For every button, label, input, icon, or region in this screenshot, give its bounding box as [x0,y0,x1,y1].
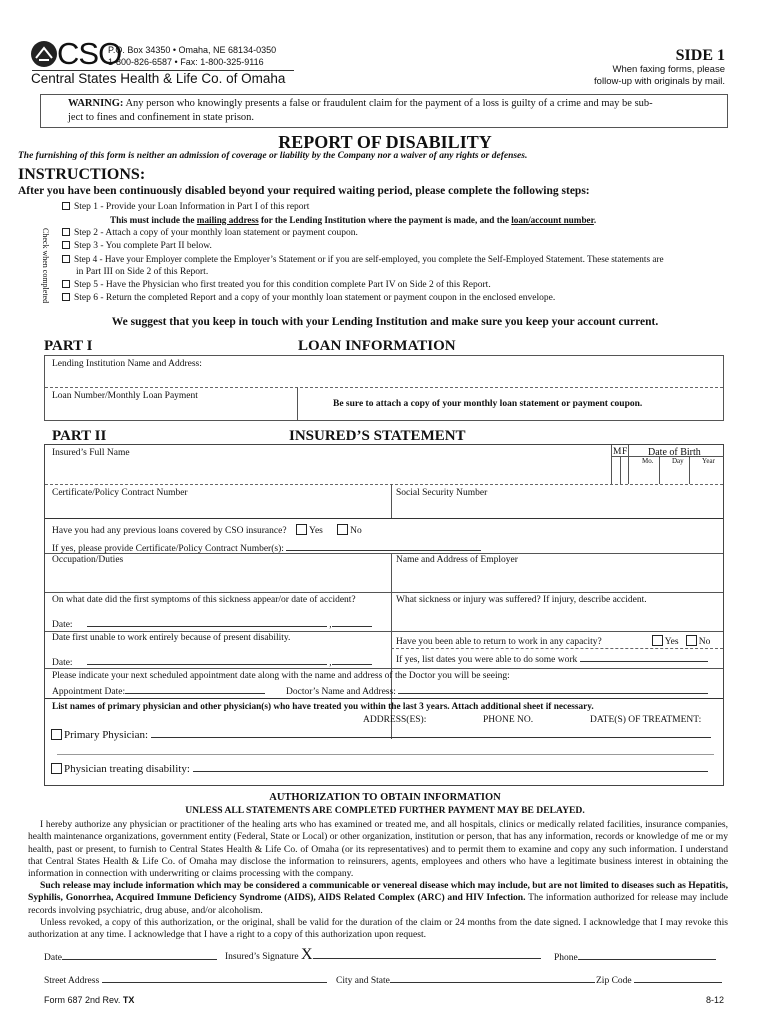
logo-emblem-icon [30,40,58,68]
step-4-continued: in Part III on Side 2 of this Report. [76,267,209,277]
sickness-injury-field[interactable]: What sickness or injury was suffered? If injury, describe accident. [396,595,647,605]
street-address-field[interactable]: Street Address [44,973,327,986]
physicians-note: List names of primary physician and other physician(s) who have treated you within the last 3 years. Attach additional sheet if necessary. [52,702,594,712]
insured-statement-box: Insured’s Full Name M F Date of Birth Mo. Day Year Certificate/Policy Contract Number Social Security Number Have you had any previous loans covered by CSO insurance? Yes No If yes, please provide Certificate/Policy Contract Number(s): Occupation/Duties Name and Address of Employer On what date did the first symptoms of this sickness appear/or date of accident? What sickness or injury was suffered? If injury, describe accident. Date: , Date first unable to work entirely because of present disability. Have you been able to return to work in any capacity? Yes No If yes, list dates you were able to do some work Date: , Please indicate your next scheduled appointment date along with the name and address of the Doctor you will be seeing: Appointment Date: Doctor’s Name and Address: List names of primary physician and other physician(s) who have treated you within the last 3 years. Attach additional sheet if necessary. ADDRESS(ES): PHONE NO. DATE(S) OF TREATMENT: Primary Physician: Physician treating disability: [44,444,724,786]
fax-note-1: When faxing forms, please [612,64,725,75]
instructions-heading: INSTRUCTIONS: [18,166,146,183]
loan-number-field[interactable]: Loan Number/Monthly Loan Payment [52,391,198,401]
checkbox[interactable] [62,202,70,210]
no-checkbox[interactable] [337,524,348,535]
lending-institution-field[interactable]: Lending Institution Name and Address: [52,359,202,369]
yes-checkbox[interactable] [652,635,663,646]
part2-title: INSURED’S STATEMENT [289,428,466,444]
part2-label: PART II [52,428,107,444]
return-to-work-question: Have you been able to return to work in any capacity? Yes No [396,637,711,647]
step-6[interactable]: Step 6 - Return the completed Report and a copy of your monthly loan statement or payment coupon in the enclosed envelope. [62,293,555,303]
disclaimer: The furnishing of this form is neither an admission of coverage or liability by the Company nor a waiver of any rights or defenses. [18,151,528,161]
occupation-field[interactable]: Occupation/Duties [52,555,124,565]
city-state-field[interactable]: City and State [336,973,595,986]
company-name: Central States Health & Life Co. of Omaha [31,71,286,86]
instructions-intro: After you have been continuously disabled beyond your required waiting period, please complete the following steps: [18,185,590,197]
loan-information-box [44,355,724,421]
date-field[interactable]: Date [44,950,217,963]
step-1[interactable]: Step 1 - Provide your Loan Information in Part I of this report [62,202,309,212]
checkbox[interactable] [62,280,70,288]
checkbox[interactable] [62,293,70,301]
step-3[interactable]: Step 3 - You complete Part II below. [62,241,212,251]
yes-checkbox[interactable] [296,524,307,535]
zip-code-field[interactable]: Zip Code [596,973,722,986]
checkbox[interactable] [51,729,62,740]
symptoms-date-field[interactable]: Date: , [52,617,372,630]
female-option[interactable]: F [622,447,628,457]
if-yes-certificate-field[interactable]: If yes, please provide Certificate/Policy Contract Number(s): [52,541,481,554]
full-name-field[interactable]: Insured’s Full Name [52,448,130,458]
step-1-note: This must include the mailing address for the Lending Institution where the payment is made, and the loan/account number. [110,215,597,225]
unable-date-field[interactable]: Date: , [52,655,372,668]
form-number: Form 687 2nd Rev. TX [44,995,135,1005]
phone-field[interactable]: Phone [554,950,716,963]
male-option[interactable]: M [613,447,622,457]
authorization-paragraph-1: I hereby authorize any physician or practitioner of the healing arts who has examined or treated me, and all hospitals, clinics or medically related facilities, insurance companies, health maintenance organizations, government entity (Federal, State or Local) or other organization, institution or person, that has any information, records or knowledge of me or my health, past or present, to furnish to Central States Health & Life Co. of Omaha (or its representatives) and to permit them to examine and copy any such information. I understand that Central States Health & Life Co. of Omaha may disclose the information to reinsurers, agents, employees and others who have a legitimate business interest in obtaining the information in connection with underwriting or claims processing with the company. [28,819,728,880]
attach-note: Be sure to attach a copy of your monthly loan statement or payment coupon. [333,399,643,409]
part1-label: PART I [44,338,93,354]
authorization-paragraph-2: Such release may include information which may be considered a communicable or venereal disease which may include, but are not limited to diseases such as Hepatitis, Syphilis, Gonorrhea, Acquired Immune Deficiency Syndrome (AIDS), AIDS Related Complex (ARC) and HIV Infection. The information authorized for release may include records involving psychiatric, drug abuse, and/or alcoholism. [28,880,728,916]
page-title: REPORT OF DISABILITY [278,132,492,152]
authorization-paragraph-3: Unless revoked, a copy of this authorization, or the original, shall be valid for the duration of the claim or 24 months from the date signed. I acknowledge that I may revoke this authorization at any time. I acknowledge that I have a right to a copy of this authorization upon request. [28,917,728,941]
warning-box: WARNING: Any person who knowingly presents a false or fraudulent claim for the payment of a loss is guilty of a crime and may be sub- ject to fines and confinement in state prison. [40,94,728,128]
part1-title: LOAN INFORMATION [298,338,456,354]
employer-field[interactable]: Name and Address of Employer [396,555,518,565]
suggestion-note: We suggest that you keep in touch with your Lending Institution and make sure you keep your account current. [111,316,659,328]
fax-note-2: follow-up with originals by mail. [594,76,725,87]
logo: CSO [30,40,58,71]
check-when-completed-label: Check when completed [41,228,50,304]
authorization-subtitle: UNLESS ALL STATEMENTS ARE COMPLETED FURTHER PAYMENT MAY BE DELAYED. [185,805,585,816]
dob-label: Date of Birth [648,447,701,458]
appointment-date-field[interactable]: Appointment Date: [52,684,265,697]
step-4[interactable]: Step 4 - Have your Employer complete the Employer’s Statement or if you are self-employed, you complete the Self-Employed Statement. These statements are [62,254,664,264]
checkbox[interactable] [62,241,70,249]
authorization-title: AUTHORIZATION TO OBTAIN INFORMATION [269,792,501,803]
doctor-address-field[interactable]: Doctor’s Name and Address: [286,684,708,697]
step-5[interactable]: Step 5 - Have the Physician who first treated you for this condition complete Part IV on Side 2 of this Report. [62,280,491,290]
primary-physician-field[interactable]: Primary Physician: [51,727,711,741]
address-line-2: 1-800-826-6587 • Fax: 1-800-325-9116 [108,57,264,67]
step-2[interactable]: Step 2 - Attach a copy of your monthly loan statement or payment coupon. [62,228,358,238]
treating-physician-field[interactable]: Physician treating disability: [51,761,708,775]
checkbox[interactable] [62,228,70,236]
previous-loans-question: Have you had any previous loans covered by CSO insurance? Yes No [52,526,362,536]
appointment-note: Please indicate your next scheduled appointment date along with the name and address of the Doctor you will be seeing: [52,671,510,681]
checkbox[interactable] [62,255,70,263]
symptoms-date-question: On what date did the first symptoms of this sickness appear/or date of accident? [52,595,356,605]
signature-field[interactable]: Insured’s Signature X [225,946,541,964]
no-checkbox[interactable] [686,635,697,646]
certificate-number-field[interactable]: Certificate/Policy Contract Number [52,488,188,498]
work-dates-field[interactable]: If yes, list dates you were able to do some work [396,652,708,665]
ssn-field[interactable]: Social Security Number [396,488,488,498]
side-label: SIDE 1 [675,47,725,64]
checkbox[interactable] [51,763,62,774]
unable-to-work-question: Date first unable to work entirely because of present disability. [52,633,291,643]
address-line-1: P.O. Box 34350 • Omaha, NE 68134-0350 [108,45,277,55]
revision-date: 8-12 [705,995,724,1005]
